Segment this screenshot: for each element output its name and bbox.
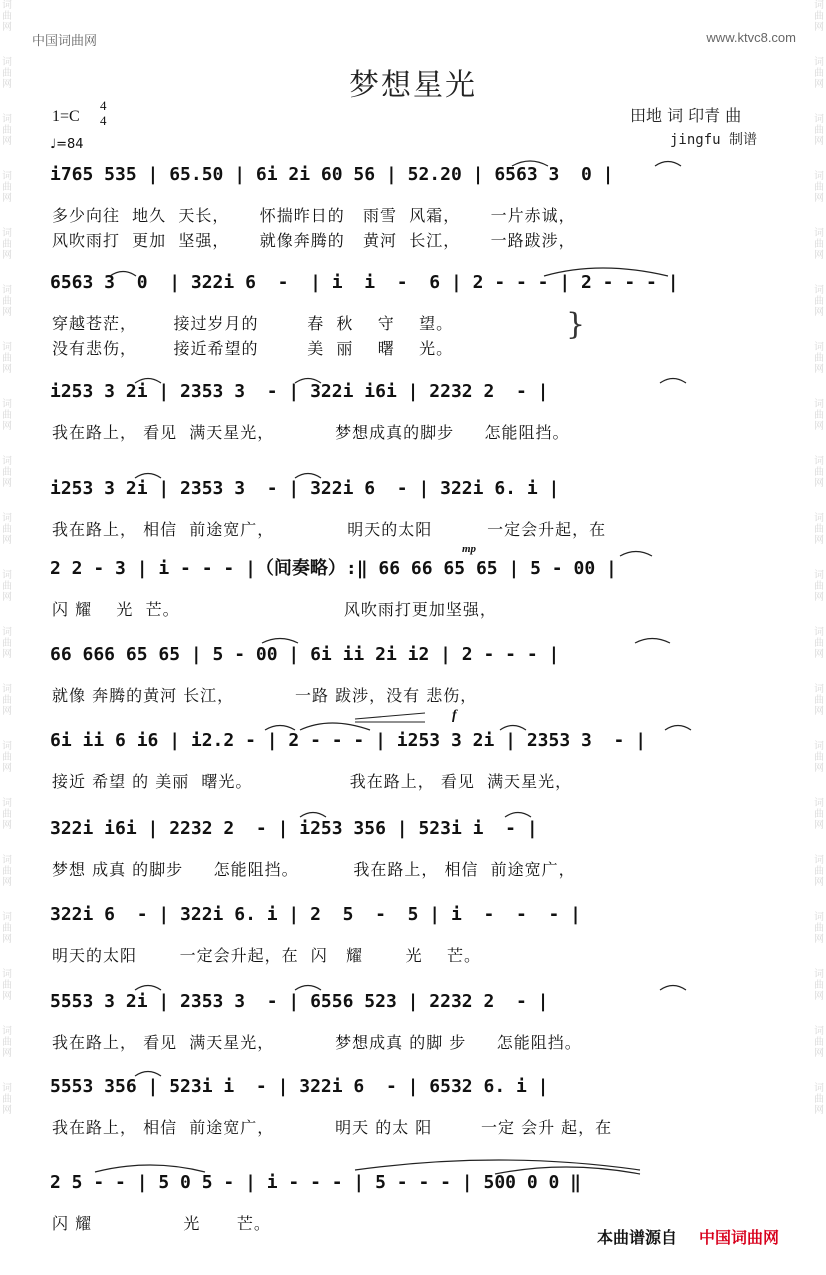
watermark-text: 词曲网 (814, 0, 824, 33)
time-bottom: 4 (100, 113, 107, 128)
watermark-text: 词曲网 (2, 1083, 12, 1116)
watermark-text: 词曲网 (814, 912, 824, 945)
watermark-text: 词曲网 (2, 1026, 12, 1059)
credits-arranger: jingfu 制谱 (670, 132, 758, 148)
watermark-text: 词曲网 (814, 855, 824, 888)
watermark-text: 词曲网 (2, 285, 12, 318)
watermark-text: 词曲网 (814, 684, 824, 717)
watermark-text: 词曲网 (814, 399, 824, 432)
source-brand: 中国词曲网 (699, 1228, 780, 1247)
watermark-text: 词曲网 (2, 969, 12, 1002)
watermark-text: 词曲网 (814, 513, 824, 546)
site-name-left: 中国词曲网 (32, 34, 98, 49)
watermark-text: 词曲网 (2, 57, 12, 90)
watermark-text: 词曲网 (2, 798, 12, 831)
notation-line: 5553 3 2i | 2353 3 - | 6556 523 | 2232 2 - | (50, 991, 549, 1012)
lyric-line: 我在路上， 看见 满天星光， 梦想成真 的脚 步 怎能阻挡。 (52, 1033, 582, 1052)
watermark-text: 词曲网 (814, 1026, 824, 1059)
lyric-line: 接近 希望 的 美丽 曙光。 我在路上， 看见 满天星光， (52, 772, 573, 791)
lyric-line: 风吹雨打 更加 坚强， 就像奔腾的 黄河 长江， 一路跋涉， (52, 231, 576, 250)
lyric-line: 闪 耀 光 芒。 风吹雨打更加坚强， (52, 600, 497, 619)
tempo-marking: ♩=84 (50, 137, 84, 152)
notation-line: 322i i6i | 2232 2 - | i253 356 | 523i i - | (50, 818, 538, 839)
lyric-line: 我在路上， 相信 前途宽广， 明天 的太 阳 一定 会升 起，在 (52, 1118, 613, 1137)
notation-line: i253 3 2i | 2353 3 - | 322i 6 - | 322i 6. i | (50, 478, 560, 499)
watermark-text: 词曲网 (814, 342, 824, 375)
repeat-brace: } (566, 307, 586, 342)
watermark-text: 词曲网 (814, 627, 824, 660)
watermark-text: 词曲网 (814, 798, 824, 831)
watermark-text: 词曲网 (2, 627, 12, 660)
lyric-line: 穿越苍茫， 接过岁月的 春 秋 守 望。 (52, 314, 454, 333)
dynamic-mp: mp (462, 543, 477, 555)
right-watermark-strip (812, 0, 826, 1275)
notation-line: 66 666 65 65 | 5 - 00 | 6i ii 2i i2 | 2 - - - | (50, 644, 560, 665)
watermark-text: 词曲网 (814, 285, 824, 318)
site-url: www.ktvc8.com (706, 30, 796, 45)
watermark-text: 词曲网 (2, 513, 12, 546)
time-signature (100, 98, 107, 128)
watermark-text: 词曲网 (2, 171, 12, 204)
watermark-text: 词曲网 (2, 0, 12, 33)
dynamic-f: f (452, 708, 457, 723)
notation-line: 6563 3 0 | 322i 6 - | i i - 6 | 2 - - - | 2 - - - | (50, 272, 679, 293)
notation-line: 2 5 - - | 5 0 5 - | i - - - | 5 - - - | 500 0 0 ‖ (50, 1172, 582, 1193)
source-label: 本曲谱源自 (597, 1228, 678, 1247)
notation-line: 5553 356 | 523i i - | 322i 6 - | 6532 6. i | (50, 1076, 549, 1097)
notation-line: 322i 6 - | 322i 6. i | 2 5 - 5 | i - - - | (50, 904, 582, 925)
credits (630, 104, 757, 152)
credits-composers: 田地 词 印青 曲 (630, 106, 742, 125)
watermark-text: 词曲网 (2, 570, 12, 603)
notation-line: i253 3 2i | 2353 3 - | 322i i6i | 2232 2 - | (50, 381, 549, 402)
watermark-text: 词曲网 (814, 570, 824, 603)
watermark-text: 词曲网 (2, 228, 12, 261)
watermark-text: 词曲网 (814, 1083, 824, 1116)
notation-line: 2 2 - 3 | i - - - |（间奏略）:‖ 66 66 65 65 | 5 - 00 | (50, 558, 617, 579)
song-title: 梦想星光 (349, 68, 477, 103)
watermark-text: 词曲网 (2, 399, 12, 432)
watermark-text: 词曲网 (814, 969, 824, 1002)
lyric-line: 我在路上， 相信 前途宽广， 明天的太阳 一定会升起，在 (52, 520, 607, 539)
key-signature: 1=C (52, 108, 80, 125)
watermark-text: 词曲网 (814, 171, 824, 204)
watermark-text: 词曲网 (2, 456, 12, 489)
watermark-text: 词曲网 (2, 741, 12, 774)
watermark-text: 词曲网 (814, 456, 824, 489)
lyric-line: 多少向往 地久 天长， 怀揣昨日的 雨雪 风霜， 一片赤诚， (52, 206, 576, 225)
lyric-line: 没有悲伤， 接近希望的 美 丽 曙 光。 (52, 339, 454, 358)
watermark-text: 词曲网 (814, 114, 824, 147)
lyric-line: 就像 奔腾的黄河 长江， 一路 跋涉，没有 悲伤， (52, 686, 478, 705)
lyric-line: 我在路上， 看见 满天星光， 梦想成真的脚步 怎能阻挡。 (52, 423, 570, 442)
watermark-text: 词曲网 (2, 114, 12, 147)
notation-line: i765 535 | 65.50 | 6i 2i 60 56 | 52.20 | 6563 3 0 | (50, 164, 614, 185)
lyric-line: 闪 耀 光 芒。 (52, 1214, 271, 1233)
lyric-line: 梦想 成真 的脚步 怎能阻挡。 我在路上， 相信 前途宽广， (52, 860, 576, 879)
left-watermark-strip (0, 0, 14, 1275)
watermark-text: 词曲网 (814, 228, 824, 261)
watermark-text: 词曲网 (2, 684, 12, 717)
lyric-line: 明天的太阳 一定会升起，在 闪 耀 光 芒。 (52, 946, 481, 965)
watermark-text: 词曲网 (2, 855, 12, 888)
watermark-text: 词曲网 (814, 741, 824, 774)
watermark-text: 词曲网 (814, 57, 824, 90)
source-footer (597, 1225, 779, 1248)
watermark-text: 词曲网 (2, 342, 12, 375)
time-top: 4 (100, 98, 107, 113)
watermark-text: 词曲网 (2, 912, 12, 945)
notation-line: 6i ii 6 i6 | i2.2 - | 2 - - - | i253 3 2i | 2353 3 - | (50, 730, 647, 751)
